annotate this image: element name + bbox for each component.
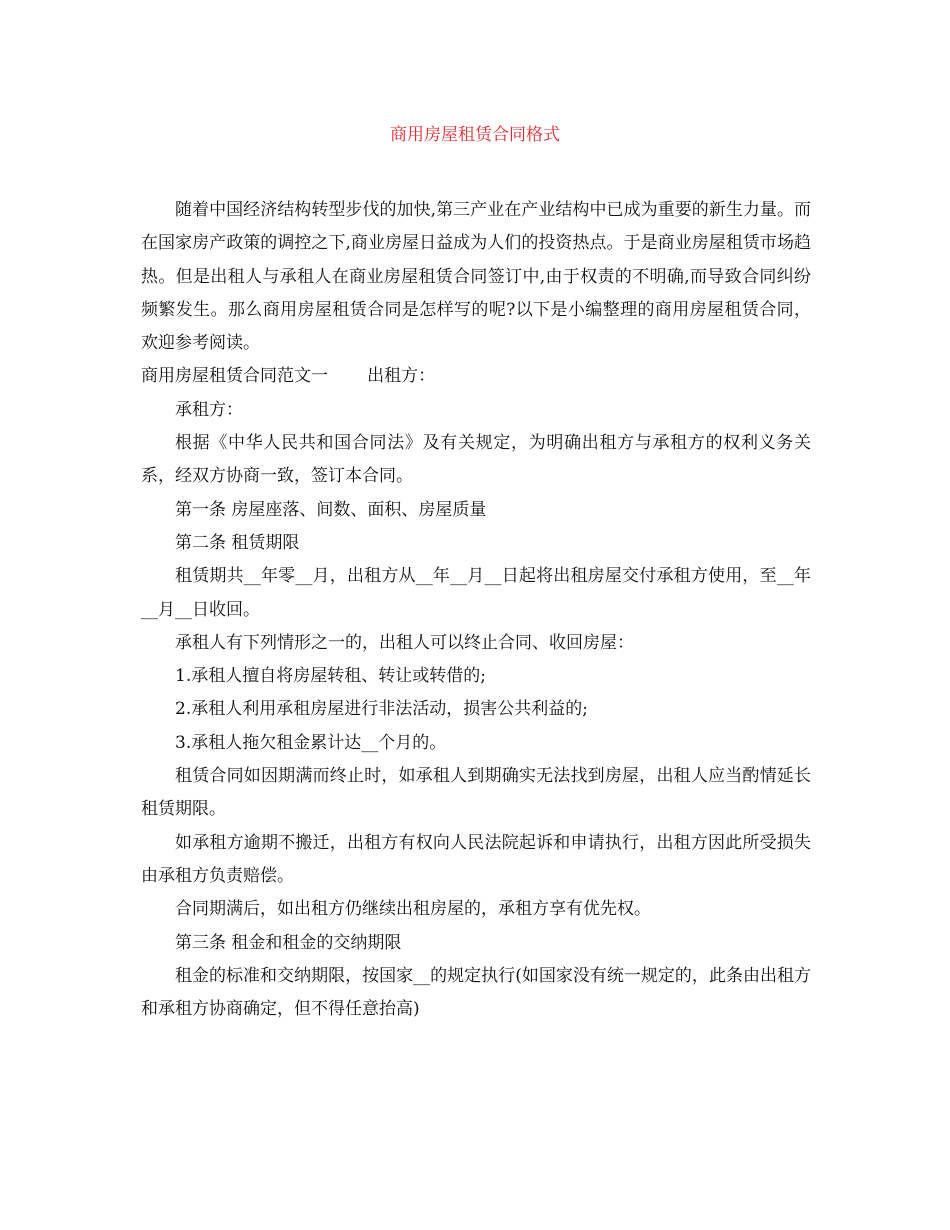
extension-paragraph: 租赁合同如因期满而终止时，如承租人到期确实无法找到房屋，出租人应当酌情延长租赁期限。 [141, 766, 811, 820]
rent-paragraph: 租金的标准和交纳期限，按国家__的规定执行(如国家没有统一规定的，此条由出租方和承租方协商确定，但不得任意抬高) [141, 965, 811, 1020]
termination-item: 2.承租人利用承租房屋进行非法活动，损害公共利益的; [175, 699, 588, 720]
termination-item: 1.承租人擅自将房屋转租、转让或转借的; [175, 666, 486, 687]
preamble-paragraph: 根据《中华人民共和国合同法》及有关规定，为明确出租方与承租方的权利义务关系，经双方协商一致，签订本合同。 [141, 433, 811, 487]
overdue-paragraph: 如承租方逾期不搬迁，出租方有权向人民法院起诉和申请执行，出租方因此所受损失由承租方负责赔偿。 [141, 832, 811, 886]
document-body [141, 194, 811, 1026]
article-1-heading: 第一条 房屋座落、间数、面积、房屋质量 [175, 499, 487, 520]
document-title: 商用房屋租赁合同格式 [390, 125, 560, 145]
sample-heading-line [141, 360, 811, 393]
lessee-label: 承租方： [175, 399, 243, 420]
sample-heading: 商用房屋租赁合同范文一 [141, 366, 328, 387]
termination-intro: 承租人有下列情形之一的，出租人可以终止合同、收回房屋： [175, 632, 634, 653]
termination-item: 3.承租人拖欠租金累计达__个月的。 [175, 732, 447, 753]
lessor-label: 出租方： [367, 366, 436, 387]
intro-paragraph: 随着中国经济结构转型步伐的加快,第三产业在产业结构中已成为重要的新生力量。而在国家房产政策的调控之下,商业房屋日益成为人们的投资热点。于是商业房屋租赁市场趋热。但是出租人与承租人在商业房屋租赁合同签订中,由于权责的不明确,而导致合同纠纷频繁发生。那么商用房屋租赁合同是怎样写的呢?以下是小编整理的商用房屋租赁合同，欢迎参考阅读。 [141, 200, 811, 354]
term-paragraph: 租赁期共__年零__月，出租方从__年__月__日起将出租房屋交付承租方使用，至__年__月__日收回。 [141, 566, 811, 620]
article-2-heading: 第二条 租赁期限 [175, 532, 300, 553]
article-3-heading: 第三条 租金和租金的交纳期限 [175, 932, 402, 953]
priority-paragraph: 合同期满后，如出租方仍继续出租房屋的，承租方享有优先权。 [175, 899, 651, 920]
